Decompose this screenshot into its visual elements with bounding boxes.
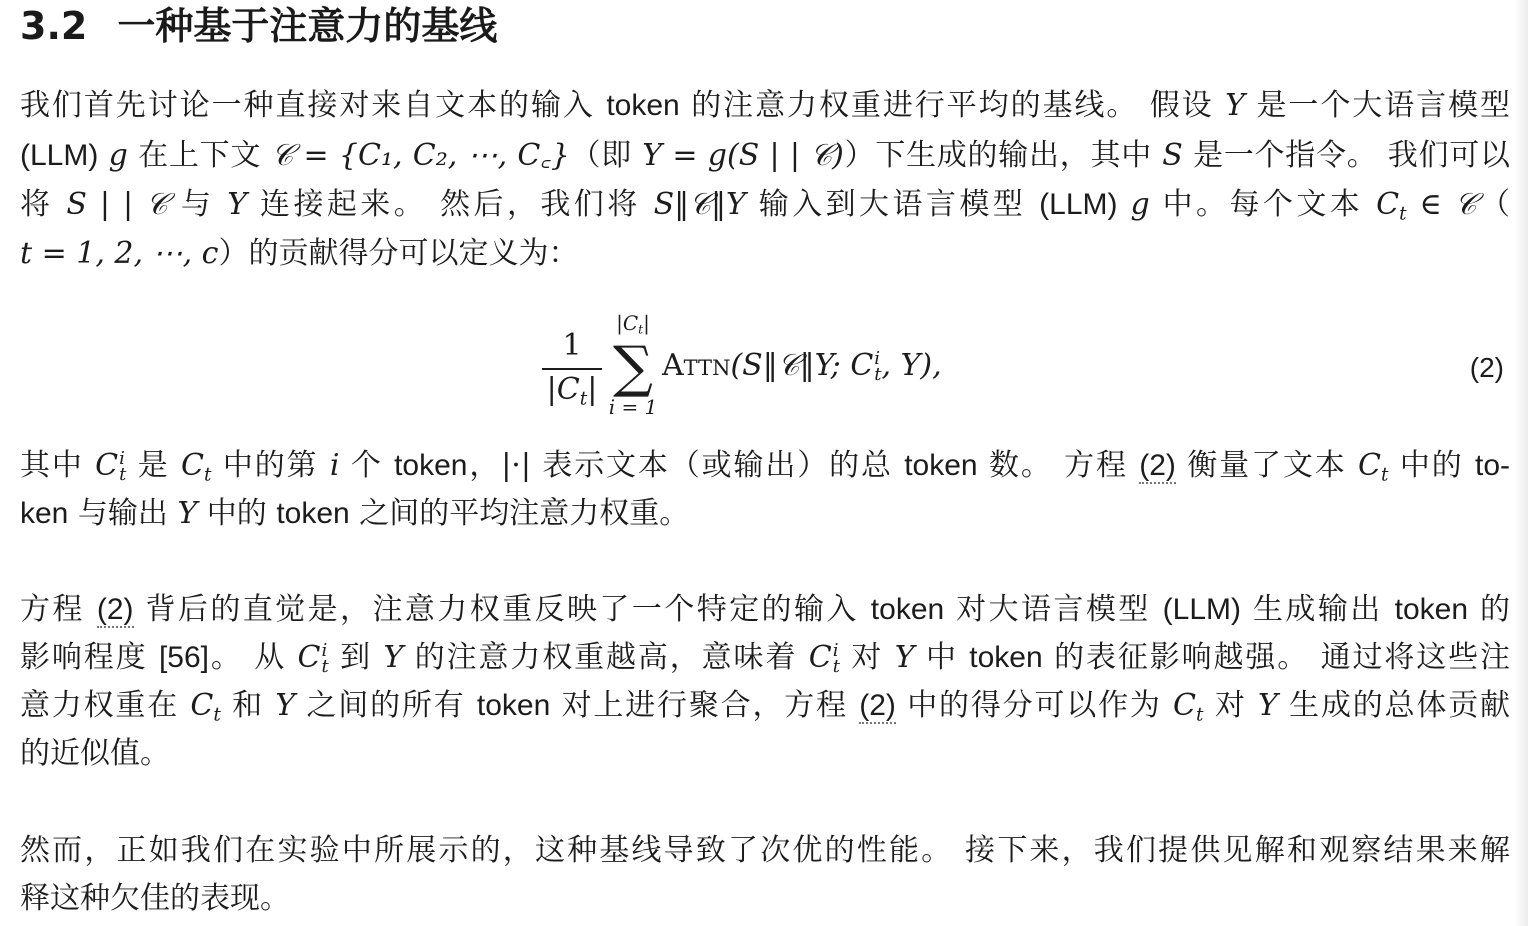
citation-link[interactable]: [56]: [158, 641, 210, 674]
equation-reference-link[interactable]: (2): [96, 593, 134, 626]
math-Y: Y: [177, 496, 198, 531]
math-C: C: [1376, 187, 1400, 222]
sum-lower-limit: i = 1: [608, 394, 658, 419]
paragraph-1-line-4: [20, 234, 1510, 274]
superscript: i: [321, 639, 328, 661]
text-span: 生成输出: [1241, 592, 1395, 627]
text-span: 之间的所有: [295, 688, 477, 723]
text-span: 中的得分可以作为: [895, 688, 1174, 723]
token-word: token: [1394, 593, 1469, 626]
math-C-i-t: [298, 640, 329, 675]
text-span: 连接起来。 然后，我们将: [247, 187, 654, 222]
math-C: C: [1173, 688, 1197, 723]
math-Y: Y: [275, 688, 296, 723]
subscript: t: [321, 656, 329, 677]
text-span: 将: [20, 187, 67, 222]
text-span: 的表征影响越强。 通过将这些注: [1042, 640, 1510, 675]
equation-2: [20, 311, 1510, 419]
subscript: t: [1399, 203, 1407, 225]
page-edge-shadow: [1514, 0, 1528, 926]
math-C-t: [1358, 448, 1389, 486]
text-span: 中的: [1388, 448, 1475, 483]
denominator-end: |: [587, 372, 598, 407]
summation: [606, 312, 660, 419]
superscript: i: [119, 447, 125, 469]
math-output-def: Y = g(S | | 𝒞): [642, 138, 844, 173]
text-span: 之间的平均注意力权重。: [349, 496, 690, 531]
subscript: t: [874, 364, 882, 385]
math-i: i: [329, 448, 340, 483]
text-span: ，|·| 表示文本（或输出）的总: [467, 448, 905, 483]
text-span: （即: [569, 138, 643, 173]
text-span: 是一个大语言模型: [1244, 88, 1510, 123]
text-span: 中: [914, 640, 970, 675]
token-word: token: [969, 641, 1043, 674]
text-span: 数。 方程: [977, 448, 1140, 483]
text-span: 对: [839, 640, 895, 675]
math-C-t: [1173, 688, 1204, 726]
token-word: token: [476, 689, 551, 722]
math-Y: Y: [894, 640, 915, 675]
paragraph-4-line-1: 然而，正如我们在实验中所展示的，这种基线导致了次优的性能。 接下来，我们提供见解和观察结果来解: [20, 833, 1510, 868]
math-C-t: [190, 688, 221, 726]
sup-sub: [874, 347, 882, 385]
text-span: 的注意力权重越高，意味着: [403, 640, 809, 675]
text-span: 是一个指令。 我们可以: [1182, 138, 1510, 173]
text-span: 方程: [20, 592, 97, 627]
equation-number: (2): [1469, 352, 1504, 383]
paragraph-3-line-1: [20, 590, 1510, 630]
paragraph-2-line-1: [20, 446, 1510, 496]
text-span: 对: [1203, 688, 1258, 723]
math-C: C: [297, 640, 321, 675]
paragraph-4-line-2: 释这种欠佳的表现。: [20, 881, 290, 916]
math-C: C: [190, 688, 214, 723]
text-span: 对上进行聚合，方程: [550, 688, 860, 723]
math-Y: Y: [227, 187, 248, 222]
document-page: [20, 0, 1510, 926]
text-span: 我们首先讨论一种直接对来自文本的输入: [20, 88, 607, 123]
text-span: （: [1476, 187, 1510, 222]
math-Y: Y: [1258, 688, 1278, 723]
attn-operator: Attn: [662, 348, 731, 383]
math-context-set: 𝒞 = {C₁, C₂, ⋯, C꜀}: [271, 138, 570, 173]
text-span: 其中: [20, 448, 96, 483]
text-span: 影响程度: [20, 640, 159, 675]
token-word: token: [606, 89, 680, 122]
subscript: t: [1196, 704, 1204, 726]
token-word: token: [276, 497, 350, 530]
text-span: 和: [220, 688, 276, 723]
math-C-t: [180, 448, 212, 486]
token-word-part: to-: [1474, 449, 1510, 482]
text-span: 与输出: [68, 496, 178, 531]
text-span: 中的第: [211, 448, 330, 483]
paragraph-1-line-2: [20, 136, 1510, 176]
paragraph-1-line-1: [20, 86, 1510, 126]
llm-abbr: (LLM): [20, 139, 99, 172]
text-span: 生成的总体贡献: [1277, 688, 1510, 723]
text-span: 在上下文: [127, 138, 272, 173]
section-number: 3.2: [20, 4, 88, 48]
equation-reference-link[interactable]: (2): [859, 689, 896, 722]
fraction-numerator: 1: [562, 328, 582, 363]
math-C: C: [1358, 448, 1381, 483]
subscript: t: [1380, 464, 1389, 486]
fraction-denominator: [542, 372, 602, 418]
superscript: i: [874, 347, 881, 369]
text-span: 衡量了文本: [1175, 448, 1359, 483]
paragraph-3-line-2: [20, 638, 1510, 678]
llm-abbr: (LLM): [1162, 593, 1242, 626]
math-C: C: [808, 640, 832, 675]
sup-sub: [832, 639, 840, 677]
denominator-text: |C: [546, 372, 580, 407]
math-concat-full: S‖𝒞‖Y: [653, 187, 746, 222]
text-span: 的注意力权重进行平均的基线。 假设: [679, 88, 1226, 123]
text-span: 中。每个文本: [1149, 187, 1377, 222]
subscript: t: [579, 388, 588, 410]
math-in-set: ∈ 𝒞: [1406, 187, 1477, 222]
math-Y: Y: [1225, 88, 1245, 123]
text-span: 的近似值。: [20, 736, 170, 771]
math-g: g: [108, 138, 128, 173]
text-span: ）下生成的输出，其中: [843, 138, 1163, 173]
text-span: 背后的直觉是，注意力权重反映了一个特定的输入: [133, 592, 871, 627]
fraction-bar: [542, 368, 602, 370]
summand: [662, 346, 942, 386]
token-word: token: [904, 449, 978, 482]
llm-abbr: (LLM): [1039, 188, 1118, 221]
upper-end: |: [643, 311, 650, 335]
paragraph-3-line-4: [20, 734, 1510, 774]
math-g: g: [1130, 187, 1150, 222]
text-span: 意力权重在: [20, 688, 191, 723]
math-C: C: [95, 448, 119, 483]
math-C-i-t: [95, 448, 126, 483]
text-span: 与: [167, 187, 228, 222]
text-span: 的: [1468, 592, 1510, 627]
math-C-i-t: [809, 640, 840, 675]
text-span: 中的: [197, 496, 277, 531]
math-Y: Y: [383, 640, 404, 675]
section-heading: [20, 4, 497, 48]
paragraph-1-line-3: [20, 185, 1510, 235]
sigma-symbol: ∑: [613, 334, 653, 400]
subscript: t: [638, 321, 644, 337]
math-member: [1376, 187, 1477, 225]
text-span: 到: [328, 640, 384, 675]
section-title: 一种基于注意力的基线: [117, 4, 498, 48]
math-concat: S | | 𝒞: [66, 187, 168, 222]
equation-reference-link[interactable]: (2): [1139, 449, 1176, 482]
token-word-part: ken: [20, 497, 69, 530]
superscript: i: [832, 639, 839, 661]
text-span: 输入到大语言模型: [745, 187, 1040, 222]
paragraph-3-line-3: [20, 686, 1510, 736]
token-word: token: [870, 593, 945, 626]
text-span: 。 从: [209, 640, 298, 675]
token-word: token: [394, 449, 468, 482]
text-span: 个: [339, 448, 395, 483]
attn-args: (S‖𝒞‖Y; C: [730, 348, 874, 383]
subscript: t: [203, 464, 212, 486]
sup-sub: [321, 639, 329, 677]
fraction: [542, 328, 602, 418]
text-span: 对大语言模型: [944, 592, 1163, 627]
subscript: t: [119, 464, 127, 485]
text-span: ）的贡献得分可以定义为：: [218, 236, 579, 271]
upper-text: |C: [616, 311, 639, 335]
math-range: t = 1, 2, ⋯, c: [20, 236, 219, 271]
math-S: S: [1162, 138, 1183, 173]
math-C: C: [180, 448, 204, 483]
attn-args-end: , Y),: [881, 348, 942, 383]
subscript: t: [213, 704, 221, 726]
paragraph-2-line-2: [20, 494, 1510, 534]
text-span: 是: [126, 448, 181, 483]
subscript: t: [832, 656, 840, 677]
